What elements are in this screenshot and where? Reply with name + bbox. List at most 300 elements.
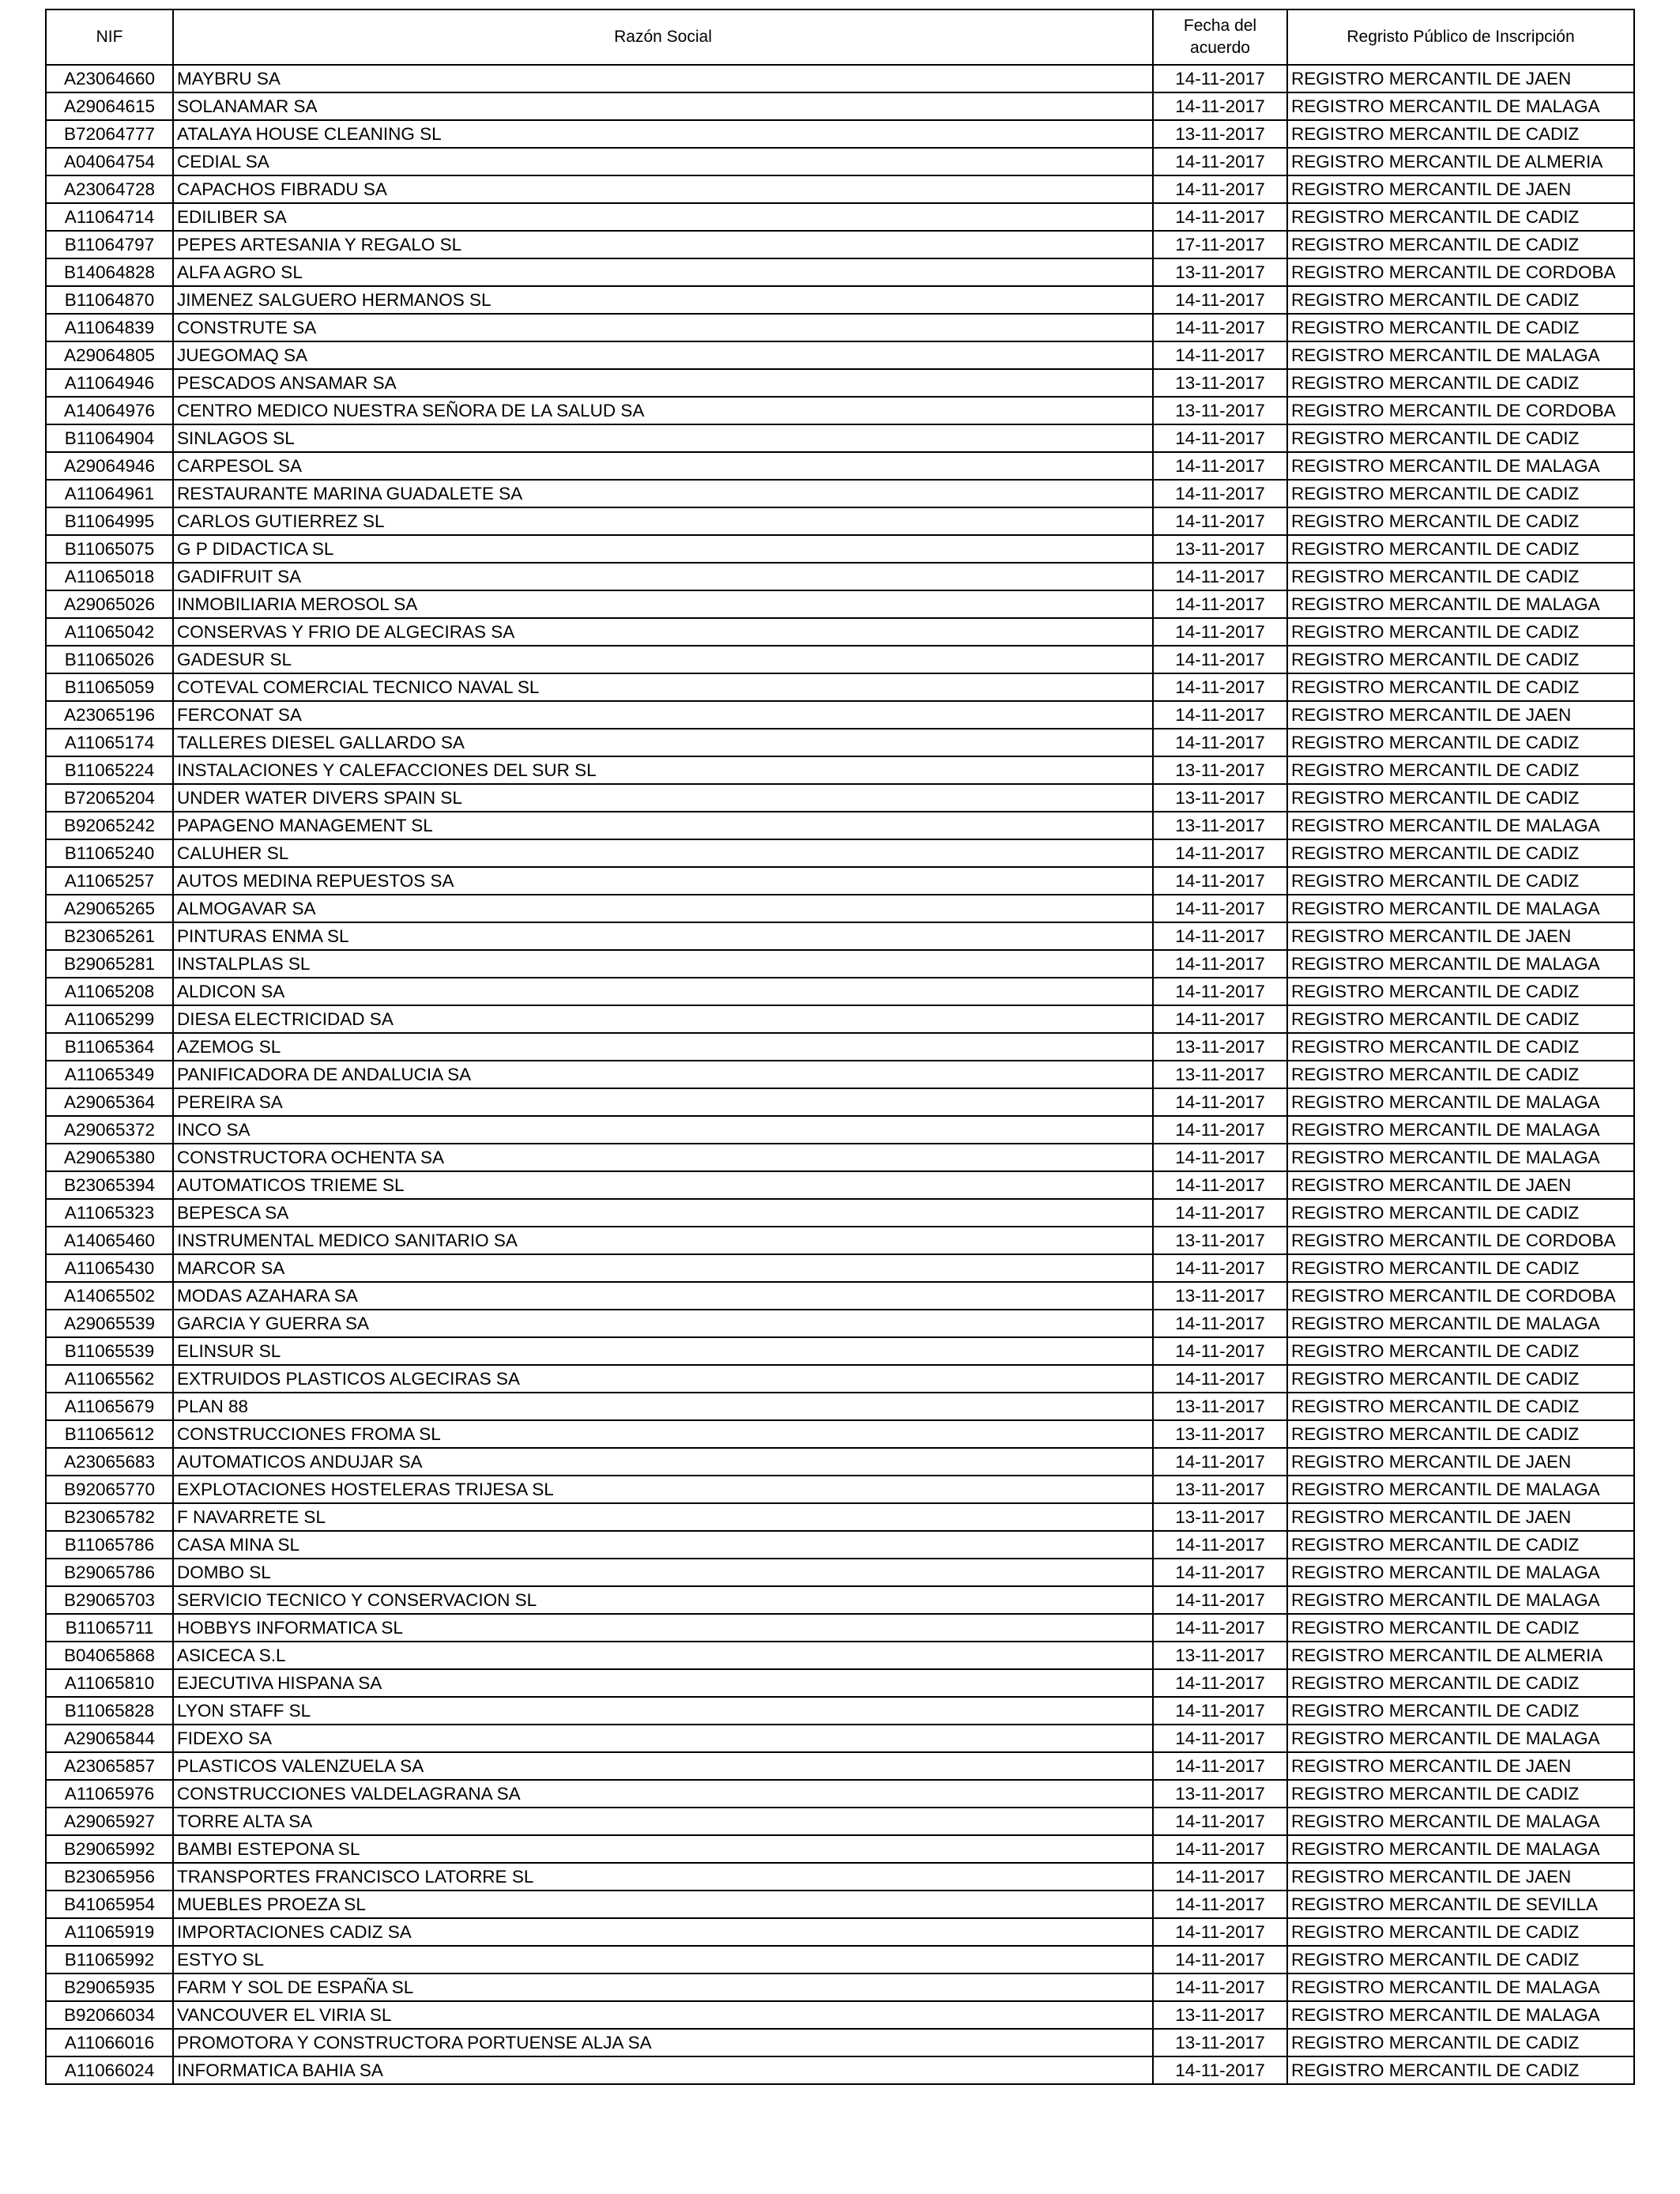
- registro-cell: REGISTRO MERCANTIL DE CADIZ: [1287, 369, 1634, 397]
- nif-cell: B11065539: [46, 1337, 173, 1365]
- table-row: [46, 258, 1634, 286]
- razon-social-cell: DOMBO SL: [173, 1559, 1153, 1586]
- fecha-cell: 14-11-2017: [1153, 480, 1287, 507]
- razon-social-cell: PROMOTORA Y CONSTRUCTORA PORTUENSE ALJA SA: [173, 2029, 1153, 2056]
- razon-social-cell: PESCADOS ANSAMAR SA: [173, 369, 1153, 397]
- registro-cell: REGISTRO MERCANTIL DE CADIZ: [1287, 535, 1634, 563]
- registro-cell: REGISTRO MERCANTIL DE CADIZ: [1287, 1697, 1634, 1725]
- table-body: [46, 65, 1634, 2084]
- table-row: [46, 1171, 1634, 1199]
- nif-cell: A11065810: [46, 1669, 173, 1697]
- nif-cell: B11064870: [46, 286, 173, 314]
- razon-social-cell: CONSTRUCCIONES VALDELAGRANA SA: [173, 1780, 1153, 1808]
- table-row: [46, 895, 1634, 922]
- fecha-cell: 14-11-2017: [1153, 839, 1287, 867]
- fecha-cell: 13-11-2017: [1153, 1393, 1287, 1420]
- razon-social-cell: CONSERVAS Y FRIO DE ALGECIRAS SA: [173, 618, 1153, 646]
- fecha-cell: 14-11-2017: [1153, 314, 1287, 341]
- nif-cell: B92066034: [46, 2001, 173, 2029]
- fecha-cell: 13-11-2017: [1153, 1503, 1287, 1531]
- razon-social-cell: CARPESOL SA: [173, 452, 1153, 480]
- table-row: [46, 1365, 1634, 1393]
- registro-cell: REGISTRO MERCANTIL DE CADIZ: [1287, 1254, 1634, 1282]
- fecha-cell: 14-11-2017: [1153, 148, 1287, 175]
- razon-social-cell: MARCOR SA: [173, 1254, 1153, 1282]
- razon-social-cell: GADESUR SL: [173, 646, 1153, 673]
- fecha-cell: 14-11-2017: [1153, 1891, 1287, 1918]
- registro-cell: REGISTRO MERCANTIL DE MALAGA: [1287, 1476, 1634, 1503]
- nif-cell: A29065844: [46, 1725, 173, 1752]
- fecha-cell: 13-11-2017: [1153, 1282, 1287, 1310]
- nif-cell: A29065265: [46, 895, 173, 922]
- table-row: [46, 1199, 1634, 1227]
- fecha-cell: 14-11-2017: [1153, 1254, 1287, 1282]
- table-row: [46, 1725, 1634, 1752]
- fecha-cell: 13-11-2017: [1153, 812, 1287, 839]
- table-row: [46, 535, 1634, 563]
- razon-social-cell: BAMBI ESTEPONA SL: [173, 1835, 1153, 1863]
- fecha-cell: 14-11-2017: [1153, 922, 1287, 950]
- fecha-cell: 13-11-2017: [1153, 535, 1287, 563]
- registro-cell: REGISTRO MERCANTIL DE CADIZ: [1287, 1393, 1634, 1420]
- razon-social-cell: AUTOMATICOS TRIEME SL: [173, 1171, 1153, 1199]
- nif-cell: B23065394: [46, 1171, 173, 1199]
- nif-cell: B23065261: [46, 922, 173, 950]
- fecha-cell: 14-11-2017: [1153, 175, 1287, 203]
- nif-cell: A11064714: [46, 203, 173, 231]
- registro-cell: REGISTRO MERCANTIL DE CADIZ: [1287, 563, 1634, 590]
- fecha-cell: 14-11-2017: [1153, 1171, 1287, 1199]
- razon-social-cell: CASA MINA SL: [173, 1531, 1153, 1559]
- column-header-nif: NIF: [46, 9, 173, 65]
- fecha-cell: 14-11-2017: [1153, 1144, 1287, 1171]
- fecha-cell: 13-11-2017: [1153, 397, 1287, 424]
- razon-social-cell: FARM Y SOL DE ESPAÑA SL: [173, 1973, 1153, 2001]
- nif-cell: A11065257: [46, 867, 173, 895]
- registro-cell: REGISTRO MERCANTIL DE MALAGA: [1287, 452, 1634, 480]
- fecha-cell: 14-11-2017: [1153, 867, 1287, 895]
- table-row: [46, 148, 1634, 175]
- table-row: [46, 1531, 1634, 1559]
- table-header: [46, 9, 1634, 65]
- fecha-cell: 14-11-2017: [1153, 1752, 1287, 1780]
- nif-cell: B11065786: [46, 1531, 173, 1559]
- nif-cell: A29065539: [46, 1310, 173, 1337]
- nif-cell: B11064995: [46, 507, 173, 535]
- nif-cell: A11066024: [46, 2056, 173, 2084]
- razon-social-cell: PLASTICOS VALENZUELA SA: [173, 1752, 1153, 1780]
- table-row: [46, 92, 1634, 120]
- registro-cell: REGISTRO MERCANTIL DE CADIZ: [1287, 120, 1634, 148]
- table-row: [46, 1476, 1634, 1503]
- table-row: [46, 203, 1634, 231]
- fecha-cell: 14-11-2017: [1153, 1973, 1287, 2001]
- registro-cell: REGISTRO MERCANTIL DE JAEN: [1287, 1752, 1634, 1780]
- table-row: [46, 1946, 1634, 1973]
- fecha-cell: 14-11-2017: [1153, 895, 1287, 922]
- registro-cell: REGISTRO MERCANTIL DE CADIZ: [1287, 203, 1634, 231]
- fecha-cell: 14-11-2017: [1153, 1088, 1287, 1116]
- table-row: [46, 286, 1634, 314]
- nif-cell: B11064904: [46, 424, 173, 452]
- razon-social-cell: CENTRO MEDICO NUESTRA SEÑORA DE LA SALUD SA: [173, 397, 1153, 424]
- table-row: [46, 1088, 1634, 1116]
- table-row: [46, 590, 1634, 618]
- registro-cell: REGISTRO MERCANTIL DE SEVILLA: [1287, 1891, 1634, 1918]
- fecha-cell: 14-11-2017: [1153, 1725, 1287, 1752]
- nif-cell: A11064946: [46, 369, 173, 397]
- registro-cell: REGISTRO MERCANTIL DE MALAGA: [1287, 1973, 1634, 2001]
- nif-cell: B11065075: [46, 535, 173, 563]
- razon-social-cell: CARLOS GUTIERREZ SL: [173, 507, 1153, 535]
- column-header-razon-social: Razón Social: [173, 9, 1153, 65]
- fecha-cell: 14-11-2017: [1153, 1586, 1287, 1614]
- razon-social-cell: GARCIA Y GUERRA SA: [173, 1310, 1153, 1337]
- razon-social-cell: PLAN 88: [173, 1393, 1153, 1420]
- table-row: [46, 978, 1634, 1005]
- razon-social-cell: FERCONAT SA: [173, 701, 1153, 729]
- registro-cell: REGISTRO MERCANTIL DE CADIZ: [1287, 2056, 1634, 2084]
- table-row: [46, 1393, 1634, 1420]
- table-row: [46, 1503, 1634, 1531]
- fecha-cell: 14-11-2017: [1153, 701, 1287, 729]
- nif-cell: A11065679: [46, 1393, 173, 1420]
- razon-social-cell: ALDICON SA: [173, 978, 1153, 1005]
- razon-social-cell: FIDEXO SA: [173, 1725, 1153, 1752]
- registro-cell: REGISTRO MERCANTIL DE CADIZ: [1287, 618, 1634, 646]
- table-row: [46, 1835, 1634, 1863]
- fecha-cell: 13-11-2017: [1153, 1780, 1287, 1808]
- registro-cell: REGISTRO MERCANTIL DE JAEN: [1287, 1503, 1634, 1531]
- nif-cell: B72064777: [46, 120, 173, 148]
- fecha-cell: 14-11-2017: [1153, 950, 1287, 978]
- registro-cell: REGISTRO MERCANTIL DE CADIZ: [1287, 231, 1634, 258]
- fecha-cell: 14-11-2017: [1153, 590, 1287, 618]
- fecha-cell: 14-11-2017: [1153, 1559, 1287, 1586]
- nif-cell: B11065224: [46, 756, 173, 784]
- nif-cell: A29065380: [46, 1144, 173, 1171]
- fecha-cell: 14-11-2017: [1153, 2056, 1287, 2084]
- table-row: [46, 1863, 1634, 1891]
- razon-social-cell: BEPESCA SA: [173, 1199, 1153, 1227]
- header-row: [46, 9, 1634, 65]
- razon-social-cell: IMPORTACIONES CADIZ SA: [173, 1918, 1153, 1946]
- table-row: [46, 397, 1634, 424]
- registro-cell: REGISTRO MERCANTIL DE CADIZ: [1287, 673, 1634, 701]
- nif-cell: B29065992: [46, 1835, 173, 1863]
- table-row: [46, 1669, 1634, 1697]
- registro-cell: REGISTRO MERCANTIL DE CADIZ: [1287, 1918, 1634, 1946]
- table-row: [46, 867, 1634, 895]
- razon-social-cell: MUEBLES PROEZA SL: [173, 1891, 1153, 1918]
- razon-social-cell: AZEMOG SL: [173, 1033, 1153, 1061]
- nif-cell: A11064839: [46, 314, 173, 341]
- registro-cell: REGISTRO MERCANTIL DE CADIZ: [1287, 646, 1634, 673]
- razon-social-cell: CEDIAL SA: [173, 148, 1153, 175]
- razon-social-cell: CONSTRUTE SA: [173, 314, 1153, 341]
- table-row: [46, 563, 1634, 590]
- table-row: [46, 314, 1634, 341]
- table-row: [46, 2029, 1634, 2056]
- fecha-cell: 13-11-2017: [1153, 1033, 1287, 1061]
- fecha-cell: 14-11-2017: [1153, 1199, 1287, 1227]
- registro-cell: REGISTRO MERCANTIL DE JAEN: [1287, 175, 1634, 203]
- table-row: [46, 1614, 1634, 1642]
- table-row: [46, 1144, 1634, 1171]
- razon-social-cell: PAPAGENO MANAGEMENT SL: [173, 812, 1153, 839]
- table-row: [46, 950, 1634, 978]
- table-row: [46, 1586, 1634, 1614]
- nif-cell: B29065281: [46, 950, 173, 978]
- registro-cell: REGISTRO MERCANTIL DE CADIZ: [1287, 1946, 1634, 1973]
- nif-cell: B11065711: [46, 1614, 173, 1642]
- column-header-registro: Regristo Público de Inscripción: [1287, 9, 1634, 65]
- fecha-cell: 13-11-2017: [1153, 1642, 1287, 1669]
- fecha-cell: 14-11-2017: [1153, 92, 1287, 120]
- table-row: [46, 231, 1634, 258]
- table-row: [46, 341, 1634, 369]
- registro-cell: REGISTRO MERCANTIL DE CADIZ: [1287, 1199, 1634, 1227]
- razon-social-cell: TALLERES DIESEL GALLARDO SA: [173, 729, 1153, 756]
- registro-cell: REGISTRO MERCANTIL DE CADIZ: [1287, 1531, 1634, 1559]
- fecha-cell: 14-11-2017: [1153, 1116, 1287, 1144]
- fecha-cell: 14-11-2017: [1153, 646, 1287, 673]
- registro-cell: REGISTRO MERCANTIL DE MALAGA: [1287, 1144, 1634, 1171]
- table-row: [46, 673, 1634, 701]
- fecha-cell: 14-11-2017: [1153, 1835, 1287, 1863]
- razon-social-cell: JUEGOMAQ SA: [173, 341, 1153, 369]
- razon-social-cell: HOBBYS INFORMATICA SL: [173, 1614, 1153, 1642]
- table-row: [46, 1697, 1634, 1725]
- nif-cell: B04065868: [46, 1642, 173, 1669]
- registro-cell: REGISTRO MERCANTIL DE MALAGA: [1287, 1088, 1634, 1116]
- nif-cell: A23064660: [46, 65, 173, 92]
- fecha-cell: 14-11-2017: [1153, 1531, 1287, 1559]
- razon-social-cell: ATALAYA HOUSE CLEANING SL: [173, 120, 1153, 148]
- nif-cell: A11065299: [46, 1005, 173, 1033]
- fecha-cell: 14-11-2017: [1153, 507, 1287, 535]
- fecha-cell: 13-11-2017: [1153, 258, 1287, 286]
- razon-social-cell: CONSTRUCCIONES FROMA SL: [173, 1420, 1153, 1448]
- nif-cell: B41065954: [46, 1891, 173, 1918]
- table-row: [46, 1061, 1634, 1088]
- registro-cell: REGISTRO MERCANTIL DE CADIZ: [1287, 1669, 1634, 1697]
- table-row: [46, 1005, 1634, 1033]
- fecha-cell: 14-11-2017: [1153, 65, 1287, 92]
- fecha-cell: 14-11-2017: [1153, 1697, 1287, 1725]
- table-row: [46, 1891, 1634, 1918]
- table-row: [46, 839, 1634, 867]
- nif-cell: A11065349: [46, 1061, 173, 1088]
- registro-cell: REGISTRO MERCANTIL DE CADIZ: [1287, 286, 1634, 314]
- table-row: [46, 1780, 1634, 1808]
- razon-social-cell: INFORMATICA BAHIA SA: [173, 2056, 1153, 2084]
- razon-social-cell: INSTRUMENTAL MEDICO SANITARIO SA: [173, 1227, 1153, 1254]
- razon-social-cell: MODAS AZAHARA SA: [173, 1282, 1153, 1310]
- nif-cell: A29065364: [46, 1088, 173, 1116]
- table-row: [46, 507, 1634, 535]
- razon-social-cell: SOLANAMAR SA: [173, 92, 1153, 120]
- razon-social-cell: TORRE ALTA SA: [173, 1808, 1153, 1835]
- registro-cell: REGISTRO MERCANTIL DE CADIZ: [1287, 2029, 1634, 2056]
- nif-cell: A14065502: [46, 1282, 173, 1310]
- registro-cell: REGISTRO MERCANTIL DE ALMERIA: [1287, 148, 1634, 175]
- registro-cell: REGISTRO MERCANTIL DE MALAGA: [1287, 1116, 1634, 1144]
- table-row: [46, 1116, 1634, 1144]
- table-row: [46, 424, 1634, 452]
- table-row: [46, 1918, 1634, 1946]
- razon-social-cell: EXPLOTACIONES HOSTELERAS TRIJESA SL: [173, 1476, 1153, 1503]
- razon-social-cell: F NAVARRETE SL: [173, 1503, 1153, 1531]
- fecha-cell: 13-11-2017: [1153, 120, 1287, 148]
- table-row: [46, 1448, 1634, 1476]
- table-row: [46, 1337, 1634, 1365]
- registro-cell: REGISTRO MERCANTIL DE CADIZ: [1287, 1033, 1634, 1061]
- razon-social-cell: EDILIBER SA: [173, 203, 1153, 231]
- fecha-cell: 14-11-2017: [1153, 1863, 1287, 1891]
- registro-cell: REGISTRO MERCANTIL DE CORDOBA: [1287, 397, 1634, 424]
- nif-cell: B92065770: [46, 1476, 173, 1503]
- fecha-cell: 14-11-2017: [1153, 424, 1287, 452]
- registro-cell: REGISTRO MERCANTIL DE MALAGA: [1287, 950, 1634, 978]
- table-row: [46, 1642, 1634, 1669]
- razon-social-cell: INSTALPLAS SL: [173, 950, 1153, 978]
- registro-cell: REGISTRO MERCANTIL DE MALAGA: [1287, 341, 1634, 369]
- fecha-cell: 13-11-2017: [1153, 2001, 1287, 2029]
- registro-cell: REGISTRO MERCANTIL DE MALAGA: [1287, 1725, 1634, 1752]
- razon-social-cell: ALFA AGRO SL: [173, 258, 1153, 286]
- registro-cell: REGISTRO MERCANTIL DE JAEN: [1287, 922, 1634, 950]
- table-row: [46, 1752, 1634, 1780]
- nif-cell: B23065782: [46, 1503, 173, 1531]
- nif-cell: B11065612: [46, 1420, 173, 1448]
- nif-cell: B11065059: [46, 673, 173, 701]
- table-row: [46, 646, 1634, 673]
- nif-cell: A11065208: [46, 978, 173, 1005]
- fecha-cell: 14-11-2017: [1153, 286, 1287, 314]
- nif-cell: B29065786: [46, 1559, 173, 1586]
- fecha-cell: 13-11-2017: [1153, 2029, 1287, 2056]
- fecha-cell: 14-11-2017: [1153, 978, 1287, 1005]
- razon-social-cell: UNDER WATER DIVERS SPAIN SL: [173, 784, 1153, 812]
- registro-cell: REGISTRO MERCANTIL DE CADIZ: [1287, 1005, 1634, 1033]
- razon-social-cell: MAYBRU SA: [173, 65, 1153, 92]
- registro-cell: REGISTRO MERCANTIL DE ALMERIA: [1287, 1642, 1634, 1669]
- razon-social-cell: TRANSPORTES FRANCISCO LATORRE SL: [173, 1863, 1153, 1891]
- table-row: [46, 1033, 1634, 1061]
- razon-social-cell: PEPES ARTESANIA Y REGALO SL: [173, 231, 1153, 258]
- table-row: [46, 1254, 1634, 1282]
- registro-cell: REGISTRO MERCANTIL DE CADIZ: [1287, 839, 1634, 867]
- razon-social-cell: SERVICIO TECNICO Y CONSERVACION SL: [173, 1586, 1153, 1614]
- fecha-cell: 14-11-2017: [1153, 1448, 1287, 1476]
- nif-cell: A14064976: [46, 397, 173, 424]
- registro-cell: REGISTRO MERCANTIL DE CADIZ: [1287, 1780, 1634, 1808]
- nif-cell: A23065196: [46, 701, 173, 729]
- registro-cell: REGISTRO MERCANTIL DE MALAGA: [1287, 1310, 1634, 1337]
- registro-cell: REGISTRO MERCANTIL DE MALAGA: [1287, 895, 1634, 922]
- fecha-cell: 14-11-2017: [1153, 452, 1287, 480]
- fecha-cell: 13-11-2017: [1153, 1476, 1287, 1503]
- table-row: [46, 1310, 1634, 1337]
- table-row: [46, 756, 1634, 784]
- registro-cell: REGISTRO MERCANTIL DE CADIZ: [1287, 867, 1634, 895]
- nif-cell: B14064828: [46, 258, 173, 286]
- nif-cell: A29064946: [46, 452, 173, 480]
- fecha-cell: 14-11-2017: [1153, 729, 1287, 756]
- razon-social-cell: SINLAGOS SL: [173, 424, 1153, 452]
- nif-cell: A11065919: [46, 1918, 173, 1946]
- razon-social-cell: ALMOGAVAR SA: [173, 895, 1153, 922]
- razon-social-cell: G P DIDACTICA SL: [173, 535, 1153, 563]
- registro-cell: REGISTRO MERCANTIL DE CADIZ: [1287, 784, 1634, 812]
- razon-social-cell: AUTOS MEDINA REPUESTOS SA: [173, 867, 1153, 895]
- razon-social-cell: ESTYO SL: [173, 1946, 1153, 1973]
- razon-social-cell: DIESA ELECTRICIDAD SA: [173, 1005, 1153, 1033]
- nif-cell: A11065976: [46, 1780, 173, 1808]
- registro-cell: REGISTRO MERCANTIL DE JAEN: [1287, 1863, 1634, 1891]
- nif-cell: A29065026: [46, 590, 173, 618]
- nif-cell: B11065992: [46, 1946, 173, 1973]
- razon-social-cell: CONSTRUCTORA OCHENTA SA: [173, 1144, 1153, 1171]
- nif-cell: A14065460: [46, 1227, 173, 1254]
- table-row: [46, 175, 1634, 203]
- razon-social-cell: INSTALACIONES Y CALEFACCIONES DEL SUR SL: [173, 756, 1153, 784]
- registro-cell: REGISTRO MERCANTIL DE MALAGA: [1287, 590, 1634, 618]
- nif-cell: B11065240: [46, 839, 173, 867]
- nif-cell: B29065935: [46, 1973, 173, 2001]
- fecha-cell: 14-11-2017: [1153, 1310, 1287, 1337]
- table-row: [46, 2001, 1634, 2029]
- fecha-cell: 13-11-2017: [1153, 369, 1287, 397]
- registro-cell: REGISTRO MERCANTIL DE MALAGA: [1287, 812, 1634, 839]
- registro-cell: REGISTRO MERCANTIL DE CADIZ: [1287, 1365, 1634, 1393]
- razon-social-cell: AUTOMATICOS ANDUJAR SA: [173, 1448, 1153, 1476]
- razon-social-cell: ASICECA S.L: [173, 1642, 1153, 1669]
- table-row: [46, 1808, 1634, 1835]
- registro-cell: REGISTRO MERCANTIL DE CORDOBA: [1287, 258, 1634, 286]
- registro-cell: REGISTRO MERCANTIL DE CADIZ: [1287, 729, 1634, 756]
- fecha-cell: 14-11-2017: [1153, 341, 1287, 369]
- fecha-cell: 14-11-2017: [1153, 673, 1287, 701]
- razon-social-cell: JIMENEZ SALGUERO HERMANOS SL: [173, 286, 1153, 314]
- nif-cell: B11064797: [46, 231, 173, 258]
- company-registry-table: [45, 9, 1635, 2085]
- nif-cell: B23065956: [46, 1863, 173, 1891]
- nif-cell: B29065703: [46, 1586, 173, 1614]
- registro-cell: REGISTRO MERCANTIL DE JAEN: [1287, 65, 1634, 92]
- nif-cell: B11065026: [46, 646, 173, 673]
- nif-cell: A11065042: [46, 618, 173, 646]
- razon-social-cell: EJECUTIVA HISPANA SA: [173, 1669, 1153, 1697]
- razon-social-cell: EXTRUIDOS PLASTICOS ALGECIRAS SA: [173, 1365, 1153, 1393]
- fecha-cell: 14-11-2017: [1153, 563, 1287, 590]
- nif-cell: B92065242: [46, 812, 173, 839]
- table-row: [46, 922, 1634, 950]
- fecha-cell: 17-11-2017: [1153, 231, 1287, 258]
- column-header-fecha: Fecha del acuerdo: [1153, 9, 1287, 65]
- table-row: [46, 701, 1634, 729]
- fecha-cell: 14-11-2017: [1153, 1005, 1287, 1033]
- razon-social-cell: LYON STAFF SL: [173, 1697, 1153, 1725]
- razon-social-cell: ELINSUR SL: [173, 1337, 1153, 1365]
- table-row: [46, 120, 1634, 148]
- registro-cell: REGISTRO MERCANTIL DE CADIZ: [1287, 424, 1634, 452]
- nif-cell: B72065204: [46, 784, 173, 812]
- nif-cell: A23065683: [46, 1448, 173, 1476]
- razon-social-cell: PINTURAS ENMA SL: [173, 922, 1153, 950]
- registro-cell: REGISTRO MERCANTIL DE MALAGA: [1287, 92, 1634, 120]
